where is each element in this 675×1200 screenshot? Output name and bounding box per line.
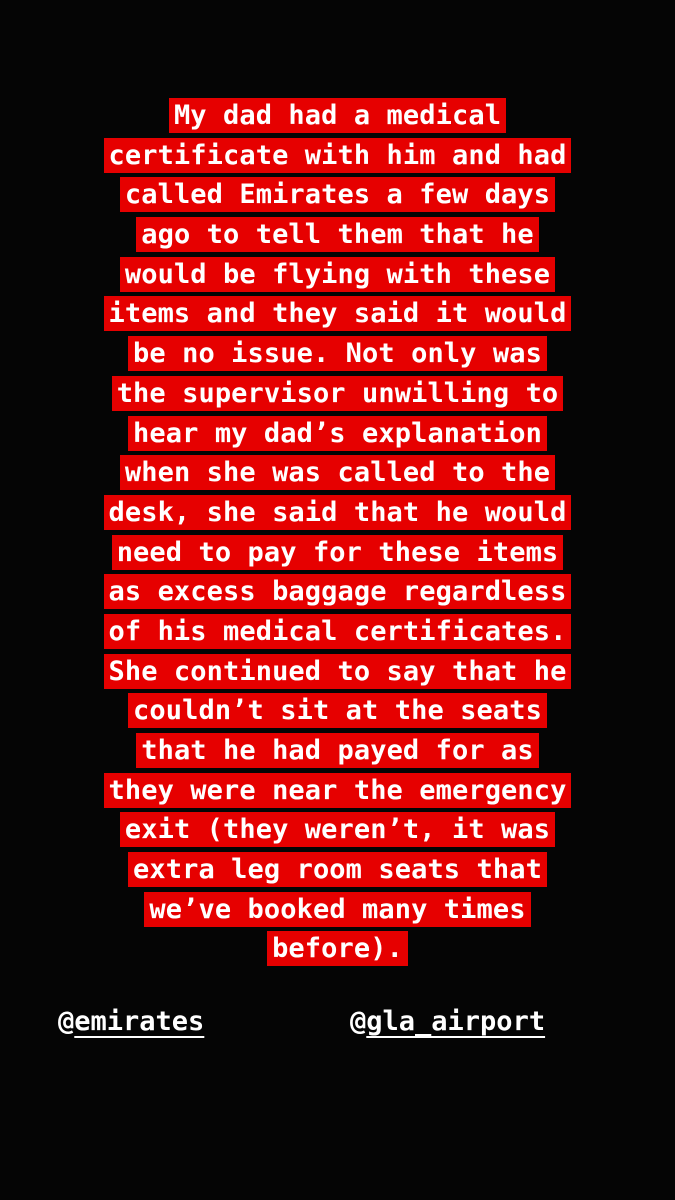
highlighted-text: need to pay for these items	[112, 535, 564, 570]
story-text-line	[0, 890, 675, 930]
story-text-line	[0, 175, 675, 215]
story-text-line	[0, 96, 675, 136]
story-text-line	[0, 691, 675, 731]
mention-at-sign: @	[350, 1006, 367, 1037]
highlighted-text: that he had payed for as	[136, 733, 539, 768]
story-text-line	[0, 850, 675, 890]
highlighted-text: hear my dad’s explanation	[128, 416, 547, 451]
story-text-line	[0, 334, 675, 374]
story-text-line	[0, 652, 675, 692]
highlighted-text: called Emirates a few days	[120, 177, 555, 212]
story-text-line	[0, 136, 675, 176]
highlighted-text: as excess baggage regardless	[104, 574, 572, 609]
story-text-block	[0, 96, 675, 969]
story-text-line	[0, 493, 675, 533]
highlighted-text: certificate with him and had	[104, 138, 572, 173]
highlighted-text: exit (they weren’t, it was	[120, 812, 555, 847]
mention-sticker-emirates[interactable]	[58, 1006, 204, 1037]
story-text-line	[0, 374, 675, 414]
story-text-line	[0, 453, 675, 493]
mention-sticker-gla-airport[interactable]	[350, 1006, 545, 1037]
highlighted-text: before).	[267, 931, 408, 966]
highlighted-text: ago to tell them that he	[136, 217, 539, 252]
highlighted-text: would be flying with these	[120, 257, 555, 292]
highlighted-text: we’ve booked many times	[144, 892, 530, 927]
highlighted-text: of his medical certificates.	[104, 614, 572, 649]
story-text-line	[0, 612, 675, 652]
story-text-line	[0, 533, 675, 573]
highlighted-text: be no issue. Not only was	[128, 336, 547, 371]
highlighted-text: extra leg room seats that	[128, 852, 547, 887]
highlighted-text: My dad had a medical	[169, 98, 506, 133]
mention-at-sign: @	[58, 1006, 75, 1037]
story-text-line	[0, 255, 675, 295]
story-text-line	[0, 414, 675, 454]
highlighted-text: they were near the emergency	[104, 773, 572, 808]
highlighted-text: She continued to say that he	[104, 654, 572, 689]
mention-handle: gla_airport	[366, 1006, 546, 1037]
story-text-line	[0, 810, 675, 850]
mention-handle: emirates	[74, 1006, 205, 1037]
highlighted-text: desk, she said that he would	[104, 495, 572, 530]
story-text-line	[0, 929, 675, 969]
highlighted-text: items and they said it would	[104, 296, 572, 331]
story-text-line	[0, 215, 675, 255]
highlighted-text: the supervisor unwilling to	[112, 376, 564, 411]
story-text-line	[0, 572, 675, 612]
story-text-line	[0, 294, 675, 334]
story-text-line	[0, 771, 675, 811]
story-text-line	[0, 731, 675, 771]
highlighted-text: couldn’t sit at the seats	[128, 693, 547, 728]
highlighted-text: when she was called to the	[120, 455, 555, 490]
